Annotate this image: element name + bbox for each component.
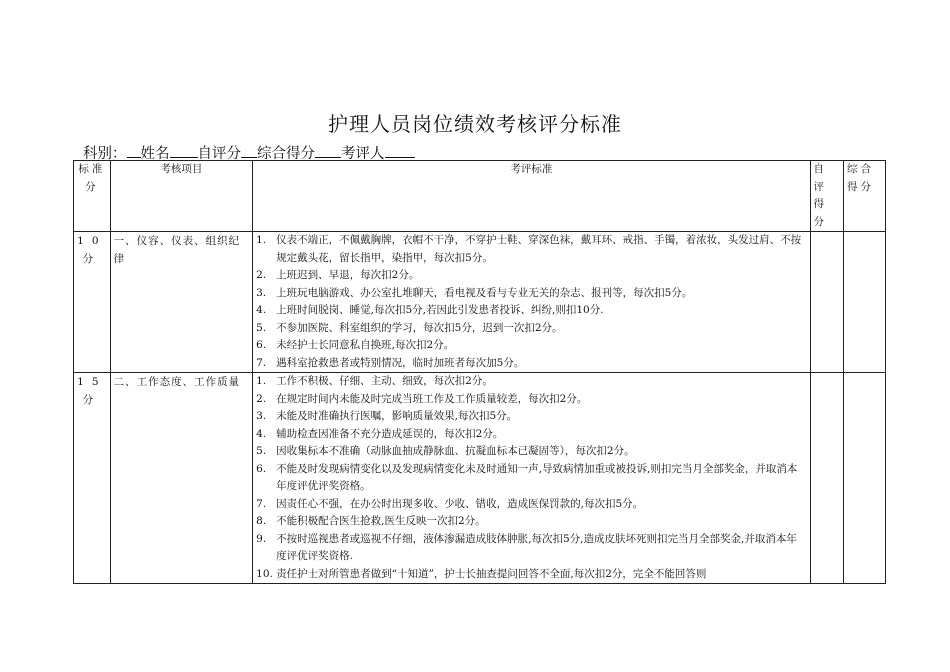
rater-blank[interactable] [385,143,415,158]
rule-item: 10. 责任护士对所管患者做到“十知道”，护士长抽查提问回答不全面,每次扣2分，完全不能回答则 [256,567,707,580]
rule-item: 4. 辅助检查因准备不充分造成延误的，每次扣2分。 [256,427,504,440]
section-2-self-score-cell[interactable] [810,373,844,584]
rule-item: 2. 上班迟到、早退，每次扣2分。 [256,269,420,281]
rule-item: 5. 不参加医院、科室组织的学习，每次扣5分，迟到一次扣2分。 [256,321,563,334]
rule-item: 3. 未能及时准确执行医嘱，影响质量效果,每次扣5分。 [256,410,518,422]
rater-label: 考评人 [341,146,385,162]
rule-item: 6. 不能及时发现病情变化以及发现病情变化未及时通知一声,导致病情加重或被投诉,则扣完当月全部奖金，并取消本年度评优评奖资格。 [256,462,798,492]
section-1-item: 一、仪容、仪表、组织纪律 [110,232,252,373]
section-2-score: 15分 [74,373,111,584]
total-score-label: 综合得分 [257,146,315,162]
section-1-rules [256,232,806,372]
header-standard-score: 标准分 [74,161,111,232]
dept-label: 科别： [83,146,127,162]
section-2-item: 二、工作态度、工作质量 [110,373,252,584]
section-row-1 [74,232,886,373]
section-1-total-score-cell[interactable] [844,232,886,373]
rule-item: 8. 不能积极配合医生抢救,医生反映一次扣2分。 [256,515,486,527]
rule-item: 1. 仪表不端正，不佩戴胸牌，衣帽不干净，不穿护士鞋、穿深色袜，戴耳环、戒指、手镯，着浓妆，头发过肩、不按规定戴头花，留长指甲，染指甲，每次扣5分。 [256,234,802,264]
rule-item: 5. 因收集标本不准确（动脉血抽成静脉血、抗凝血标本已凝固等），每次扣2分。 [256,445,635,457]
table-header-row [74,161,886,232]
header-item: 考核项目 [110,161,252,232]
rule-item: 1. 工作不积极、仔细、主动、细致，每次扣2分。 [256,375,493,387]
name-blank[interactable] [170,143,198,158]
header-total-score: 综合得分 [844,161,886,232]
section-2-total-score-cell[interactable] [844,373,886,584]
dept-blank[interactable] [127,143,141,158]
header-self-score: 自评得分 [810,161,844,232]
section-1-self-score-cell[interactable] [810,232,844,373]
section-row-2 [74,373,886,584]
name-label: 姓名 [140,146,170,162]
section-1-score: 10分 [74,232,111,373]
header-criteria: 考评标准 [253,161,810,232]
page-title: 护理人员岗位绩效考核评分标准 [328,112,622,136]
rule-item: 7. 因责任心不强，在办公时出现多收、少收、错收，造成医保罚款的,每次扣5分。 [256,497,644,510]
section-1-criteria [253,232,810,373]
rule-item: 3. 上班玩电脑游戏、办公室扎堆聊天，看电视及看与专业无关的杂志、报刊等，每次扣5分。 [256,286,693,299]
section-2-rules [256,373,806,583]
rule-item: 6. 未经护士长同意私自换班,每次扣2分。 [256,339,455,351]
total-score-blank[interactable] [315,143,341,158]
evaluation-table [73,160,886,584]
self-score-label: 自评分 [197,146,241,162]
rule-item: 7. 遇科室抢救患者或特别情况，临时加班者每次加5分。 [256,356,525,369]
self-score-blank[interactable] [241,143,257,158]
section-2-criteria [253,373,810,584]
rule-item: 9. 不按时巡视患者或巡视不仔细，液体渗漏造成肢体肿胀,每次扣5分,造成皮肤坏死则扣完当月全部奖金,并取消本年度评优评奖资格. [256,532,797,562]
rule-item: 4. 上班时间脱岗、睡觉,每次扣5分,若因此引发患者投诉、纠纷,则扣10分. [256,304,604,316]
rule-item: 2. 在规定时间内未能及时完成当班工作及工作质量较差，每次扣2分。 [256,392,588,405]
